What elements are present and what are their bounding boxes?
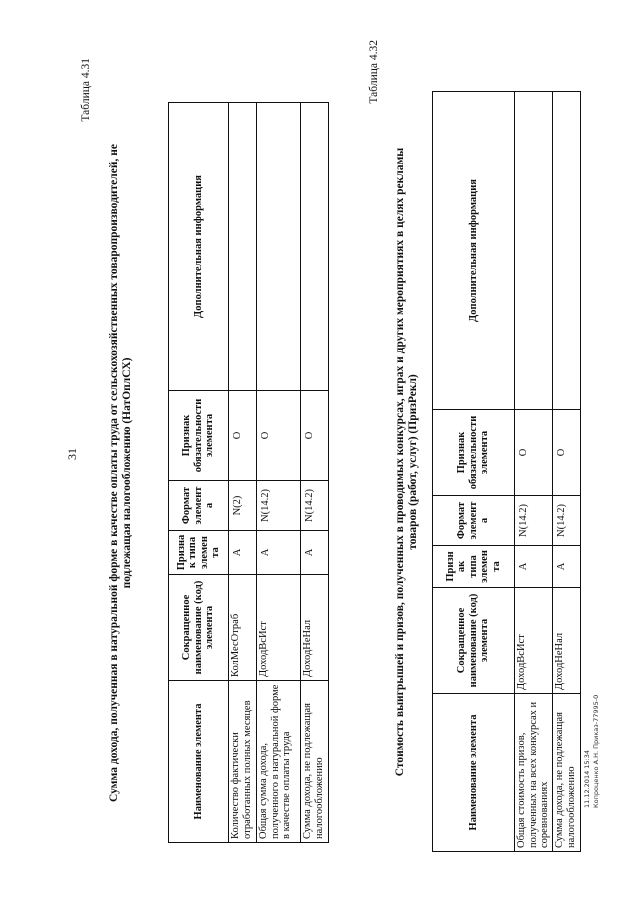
table-4-31-label: Таблица 4.31 (80, 58, 92, 122)
header-cell: Дополнительная информация (433, 92, 515, 410)
cell: ДоходНеНал (553, 588, 581, 694)
table-row (229, 103, 257, 843)
table-4-32-label: Таблица 4.32 (368, 40, 380, 104)
table-row (553, 92, 581, 852)
cell: N(14.2) (515, 496, 553, 546)
header-cell: Дополнительная информация (169, 103, 229, 391)
table-4-32-title-line1: Стоимость выигрышей и призов, полученных в проводимых конкурсах, играх и других мероприятиях в целях рекламы (394, 147, 406, 777)
cell: Общая сумма дохода, полученного в натуральной форме в качестве оплаты труда (257, 681, 301, 843)
header-cell: Признак обязательности элемента (169, 391, 229, 481)
table-4-32-title (394, 72, 420, 852)
table-4-31-title (108, 103, 134, 843)
cell: ДоходВсИст (515, 588, 553, 694)
cell: ДоходВсИст (257, 575, 301, 681)
header-cell: Формат элемента (169, 481, 229, 531)
cell: N(14.2) (301, 481, 329, 531)
cell: Сумма дохода, не подлежащая налогообложению (553, 694, 581, 852)
cell: А (553, 546, 581, 588)
table-header-row (433, 92, 515, 852)
cell (301, 103, 329, 391)
table-4-31-block (80, 58, 325, 843)
table-row (257, 103, 301, 843)
table-4-31 (168, 102, 329, 843)
cell: О (257, 391, 301, 481)
cell: Общая стоимость призов, полученных на всех конкурсах и соревнованиях (515, 694, 553, 852)
cell: Сумма дохода, не подлежащая налогообложению (301, 681, 329, 843)
table-header-row (169, 103, 229, 843)
cell: N(14.2) (553, 496, 581, 546)
cell: О (515, 410, 553, 496)
cell: А (301, 531, 329, 575)
table-4-31-title-line1: Сумма дохода, полученная в натуральной форме в качестве оплаты труда от сельскохозяйственных товаропроизводителей, не (108, 144, 120, 802)
cell (515, 92, 553, 410)
header-cell: Признак типа элемента (433, 546, 515, 588)
stamp-date: 11.12.2014 15:34 (583, 749, 591, 808)
header-cell: Признак типа элемента (169, 531, 229, 575)
table-4-32-title-line2: товаров (работ, услуг) (ПризРекл) (407, 374, 419, 550)
cell: О (301, 391, 329, 481)
cell: N(2) (229, 481, 257, 531)
page-number: 31 (65, 448, 79, 460)
cell: А (515, 546, 553, 588)
table-4-31-title-line2: подлежащая налогообложению (НатОплСХ) (121, 357, 133, 589)
table-4-32-block (368, 40, 577, 852)
cell: Количество фактически отработанных полных месяцев (229, 681, 257, 843)
registration-stamp (583, 688, 607, 808)
cell: ДоходНеНал (301, 575, 329, 681)
cell: О (553, 410, 581, 496)
header-cell: Сокращенное наименование (код) элемента (433, 588, 515, 694)
cell (229, 103, 257, 391)
cell: А (257, 531, 301, 575)
stamp-registrar: Копроценко А.Н. Приказ-77995-0 (592, 694, 600, 808)
header-cell: Наименование элемента (169, 681, 229, 843)
cell: КолМесОтраб (229, 575, 257, 681)
header-cell: Признак обязательности элемента (433, 410, 515, 496)
header-cell: Формат элемента (433, 496, 515, 546)
header-cell: Наименование элемента (433, 694, 515, 852)
cell: О (229, 391, 257, 481)
cell: N(14.2) (257, 481, 301, 531)
table-row (515, 92, 553, 852)
cell: А (229, 531, 257, 575)
table-row (301, 103, 329, 843)
cell (553, 92, 581, 410)
header-cell: Сокращенное наименование (код) элемента (169, 575, 229, 681)
cell (257, 103, 301, 391)
table-4-32 (432, 91, 581, 852)
